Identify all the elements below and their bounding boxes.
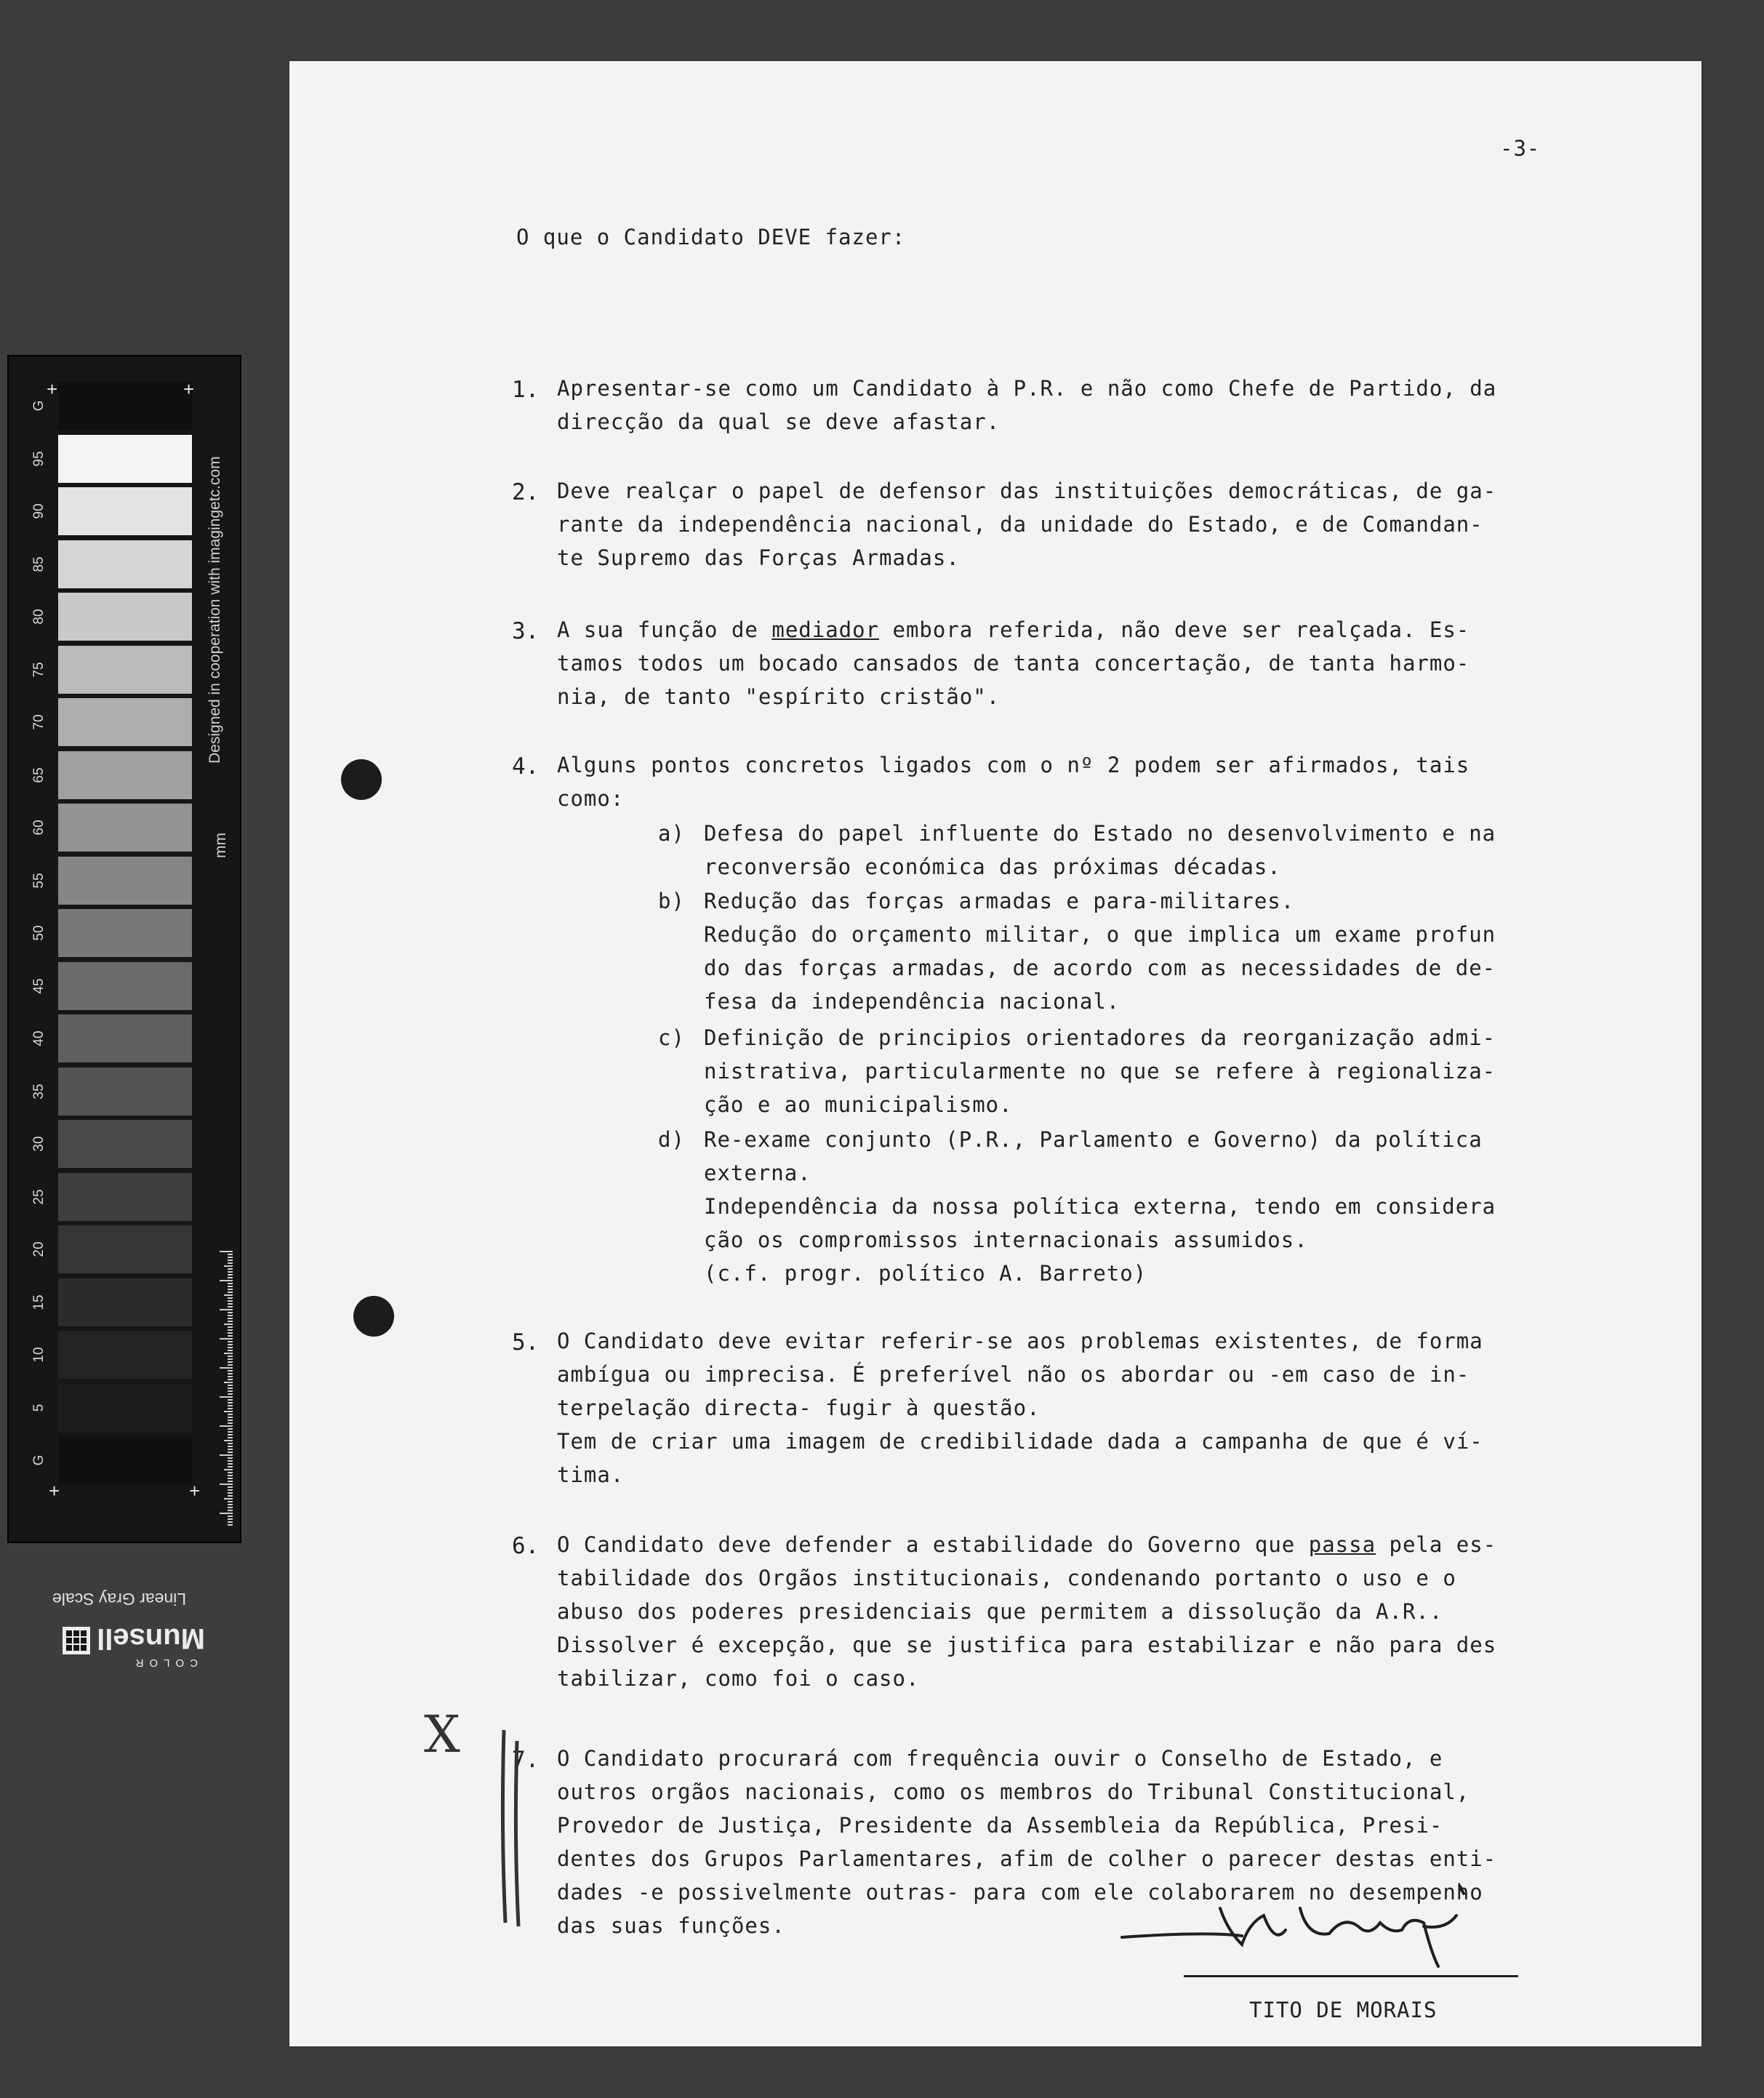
ruler-tick [220,1425,233,1427]
ruler-tick [224,1324,233,1325]
subitem-line: Defesa do papel influente do Estado no desenvolvimento e na [704,821,1496,846]
ruler-tick [228,1492,233,1494]
ruler-tick [228,1300,233,1302]
ruler-tick [228,1475,233,1476]
ruler-tick [228,1390,233,1392]
subitem-letter: b) [658,889,685,913]
item-line: Deve realçar o papel de defensor das instituições democráticas, de ga- [557,479,1497,503]
ruler-tick [228,1420,233,1421]
margin-x-mark: X [424,1705,460,1764]
ruler-tick [228,1402,233,1404]
gray-scale-card [7,355,241,1669]
item-line: rante da independência nacional, da unidade do Estado, e de Comandan- [557,512,1483,537]
ruler-tick [228,1405,233,1406]
subitem-line: Redução das forças armadas e para-militares. [704,889,1295,913]
ruler-tick [228,1437,233,1438]
gray-patch [58,1331,192,1379]
ruler-tick [228,1297,233,1299]
ruler-tick [228,1268,233,1270]
item-number: 2. [512,479,540,505]
ruler-tick [228,1260,233,1261]
gray-patch [58,1436,192,1484]
ruler-tick [228,1318,233,1319]
ruler-tick [228,1344,233,1345]
subitem-line: fesa da independência nacional. [704,989,1120,1014]
ruler-tick [228,1321,233,1322]
ruler-tick [228,1274,233,1276]
gray-patch [58,646,192,694]
gray-patch [58,698,192,746]
item-line-part: embora referida, não deve ser realçada. Es- [879,617,1470,642]
ruler-tick [224,1469,233,1470]
margin-bars-mark [497,1726,526,1930]
ruler-tick [224,1353,233,1354]
item-line: outros orgãos nacionais, como os membros do Tribunal Constitucional, [557,1779,1470,1804]
subitem-line: externa. [704,1161,811,1185]
ruler-tick [224,1440,233,1441]
gray-patch [58,1120,192,1168]
ruler-tick [228,1361,233,1363]
gray-patch [58,1068,192,1116]
ruler-tick [228,1518,233,1520]
gray-patch [58,382,192,430]
munsell-color-word: COLOR [129,1657,198,1669]
item-line: tabilidade dos Orgãos institucionais, condenando portanto o uso e o [557,1566,1456,1590]
item-line: dades -e possivelmente outras- para com ele colaborarem no desempenho [557,1880,1483,1905]
gray-patch-label: G [31,400,47,412]
ruler-tick [228,1399,233,1401]
gray-patch [58,1225,192,1273]
ruler-tick [228,1315,233,1316]
item-line: te Supremo das Forças Armadas. [557,545,960,570]
gray-patch [58,1278,192,1326]
ruler-tick [224,1265,233,1267]
item-line: Dissolver é excepção, que se justifica para estabilizar e não para des [557,1633,1497,1657]
ruler-tick [228,1388,233,1389]
gray-patch [58,857,192,905]
subitem-line: ção os compromissos internacionais assumidos. [704,1228,1308,1252]
ruler-tick [228,1356,233,1357]
ruler-tick [228,1376,233,1377]
subitem-line: Redução do orçamento militar, o que implica um exame profun [704,922,1496,947]
ruler-tick [228,1434,233,1436]
page-number: -3- [1500,136,1541,161]
ruler-tick [228,1254,233,1255]
subitem-line: Re-exame conjunto (P.R., Parlamento e Governo) da política [704,1127,1483,1152]
item-line: Apresentar-se como um Candidato à P.R. e não como Chefe de Partido, da [557,376,1497,401]
gray-patch-label: 60 [31,820,47,836]
ruler-tick [228,1431,233,1433]
item-line: Provedor de Justiça, Presidente da Assembleia da República, Presi- [557,1813,1443,1838]
ruler-tick [228,1481,233,1482]
gray-patch [58,962,192,1010]
ruler-tick [228,1478,233,1479]
ruler-tick [228,1460,233,1462]
gray-patch-label: 50 [31,925,47,941]
ruler-tick [228,1452,233,1453]
plus-mark: + [47,378,58,400]
ruler-tick [220,1309,233,1310]
gray-patch-label: 80 [31,609,47,625]
ruler-tick [220,1454,233,1456]
ruler-tick [228,1289,233,1290]
ruler-tick [228,1428,233,1430]
ruler-tick [228,1446,233,1447]
ruler-tick [228,1277,233,1278]
ruler-tick [228,1501,233,1502]
subitem-letter: a) [658,821,685,846]
munsell-logo [60,1618,205,1669]
ruler-tick [224,1498,233,1500]
gray-patch-label: 35 [31,1083,47,1100]
ruler-tick [228,1504,233,1505]
scale-title: Linear Gray Scale [52,1590,187,1609]
ruler-tick [228,1303,233,1305]
item-line: O Candidato deve evitar referir-se aos problemas existentes, de forma [557,1329,1483,1353]
ruler-unit: mm [212,833,229,858]
ruler-tick [228,1364,233,1366]
gray-patch-label: 40 [31,1030,47,1046]
underlined-word: passa [1308,1532,1376,1557]
munsell-brand: Munsell [97,1622,205,1654]
handwritten-signature [1118,1865,1496,1981]
ruler-tick [228,1489,233,1491]
ruler-tick [220,1280,233,1281]
item-line: O Candidato procurará com frequência ouvir o Conselho de Estado, e [557,1746,1443,1771]
item-line: direcção da qual se deve afastar. [557,409,1001,434]
item-line: tabilizar, como foi o caso. [557,1666,920,1691]
subitem-line: ção e ao municipalismo. [704,1092,1013,1117]
ruler-tick [228,1347,233,1348]
underlined-word: mediador [771,617,880,642]
subitem-letter: d) [658,1127,685,1152]
item-line-part: pela es- [1376,1532,1497,1557]
item-line: ambígua ou imprecisa. É preferível não os abordar ou -em caso de in- [557,1362,1470,1387]
punch-hole [341,759,382,800]
ruler-tick [228,1306,233,1308]
ruler-tick [228,1521,233,1523]
ruler-tick [220,1367,233,1369]
ruler-tick [228,1443,233,1444]
ruler-tick [228,1262,233,1264]
item-line: Alguns pontos concretos ligados com o nº 2 podem ser afirmados, tais [557,753,1470,777]
ruler-tick [228,1507,233,1508]
item-number: 4. [512,753,540,780]
gray-patch-label: 95 [31,450,47,467]
ruler-tick [228,1257,233,1258]
gray-patch [58,487,192,535]
ruler-tick [228,1449,233,1450]
subitem-line: nistrativa, particularmente no que se refere à regionaliza- [704,1059,1496,1084]
item-line: dentes dos Grupos Parlamentares, afim de colher o parecer destas enti- [557,1846,1497,1871]
gray-patch-label: 15 [31,1294,47,1310]
document-heading: O que o Candidato DEVE fazer: [516,225,906,249]
ruler-tick [228,1408,233,1409]
item-line: tamos todos um bocado cansados de tanta concertação, de tanta harmo- [557,651,1470,676]
gray-patch [58,804,192,852]
item-line: terpelação directa- fugir à questão. [557,1396,1041,1420]
subitem-line: Independência da nossa política externa, tendo em considera [704,1194,1496,1219]
munsell-grid-icon [63,1627,90,1654]
gray-patch-label: 30 [31,1136,47,1152]
ruler-tick [228,1283,233,1284]
ruler-tick [220,1513,233,1514]
gray-patch-label: 10 [31,1347,47,1363]
gray-patch-label: G [31,1454,47,1466]
gray-patch [58,1384,192,1432]
gray-patch [58,540,192,588]
document-page [289,61,1701,2046]
gray-patch-label: 55 [31,872,47,889]
ruler-tick [228,1358,233,1360]
subitem-line: Definição de principios orientadores da reorganização admi- [704,1025,1496,1050]
mm-ruler [218,1251,233,1527]
subitem-line: reconversão económica das próximas décadas. [704,854,1281,879]
ruler-tick [228,1457,233,1459]
gray-patch [58,909,192,957]
gray-patch [58,1173,192,1221]
plus-mark: + [49,1480,60,1502]
gray-patch [58,435,192,483]
gray-patch-label: 25 [31,1188,47,1205]
gray-patch-label: 20 [31,1241,47,1257]
scale-credit: Designed in cooperation with imagingetc.com [207,456,223,764]
ruler-tick [228,1350,233,1351]
ruler-tick [228,1417,233,1418]
ruler-tick [228,1329,233,1331]
ruler-tick [228,1341,233,1342]
item-line: como: [557,786,625,811]
gray-patch-label: 75 [31,661,47,678]
item-line [557,1534,1496,1556]
gray-patch-label: 70 [31,714,47,730]
item-line: nia, de tanto "espírito cristão". [557,684,1001,709]
ruler-tick [220,1396,233,1398]
signer-name: TITO DE MORAIS [1249,1998,1438,2022]
ruler-tick [228,1373,233,1374]
ruler-tick [228,1510,233,1511]
ruler-tick [228,1312,233,1313]
ruler-tick [228,1286,233,1287]
item-line: Tem de criar uma imagem de credibilidade dada a campanha de que é ví- [557,1429,1483,1454]
item-number: 7. [512,1747,540,1773]
gray-patch [58,751,192,799]
plus-mark: + [189,1480,201,1502]
ruler-tick [224,1294,233,1296]
ruler-tick [228,1466,233,1468]
ruler-tick [220,1338,233,1340]
gray-patch [58,1014,192,1062]
item-number: 1. [512,377,540,403]
ruler-tick [228,1326,233,1328]
gray-patch-label: 90 [31,503,47,519]
ruler-tick [228,1292,233,1293]
ruler-tick [220,1251,233,1252]
ruler-tick [228,1370,233,1372]
ruler-tick [224,1411,233,1412]
subitem-line: (c.f. progr. político A. Barreto) [704,1261,1147,1286]
ruler-tick [228,1393,233,1395]
gray-patch-label: 5 [31,1404,47,1412]
ruler-tick [228,1414,233,1415]
item-number: 6. [512,1533,540,1559]
ruler-tick [228,1486,233,1488]
subitem-line: do das forças armadas, de acordo com as necessidades de de- [704,956,1496,980]
item-number: 3. [512,618,540,644]
gray-patch-label: 45 [31,977,47,994]
ruler-tick [228,1271,233,1273]
item-line: tima. [557,1462,625,1487]
item-line: abuso dos poderes presidenciais que permitem a dissolução da A.R.. [557,1599,1443,1624]
ruler-tick [228,1332,233,1334]
ruler-tick [228,1472,233,1473]
gray-patch [58,593,192,641]
ruler-tick [228,1516,233,1517]
ruler-tick [228,1463,233,1465]
item-line-part: O Candidato deve defender a estabilidade do Governo que [557,1532,1309,1557]
gray-patch-label: 65 [31,766,47,783]
ruler-tick [224,1382,233,1383]
punch-hole [353,1296,394,1337]
item-line-part: A sua função de [557,617,772,642]
ruler-tick [228,1495,233,1497]
ruler-tick [228,1385,233,1386]
signature-line [1184,1975,1518,1977]
ruler-tick [228,1379,233,1380]
subitem-letter: c) [658,1025,685,1050]
ruler-tick [228,1422,233,1424]
ruler-tick [220,1484,233,1485]
gray-patch-label: 85 [31,556,47,572]
item-line [557,617,1470,642]
item-line: das suas funções. [557,1913,785,1938]
item-number: 5. [512,1329,540,1356]
plus-mark: + [183,378,195,400]
ruler-tick [228,1335,233,1337]
ruler-tick [228,1524,233,1526]
